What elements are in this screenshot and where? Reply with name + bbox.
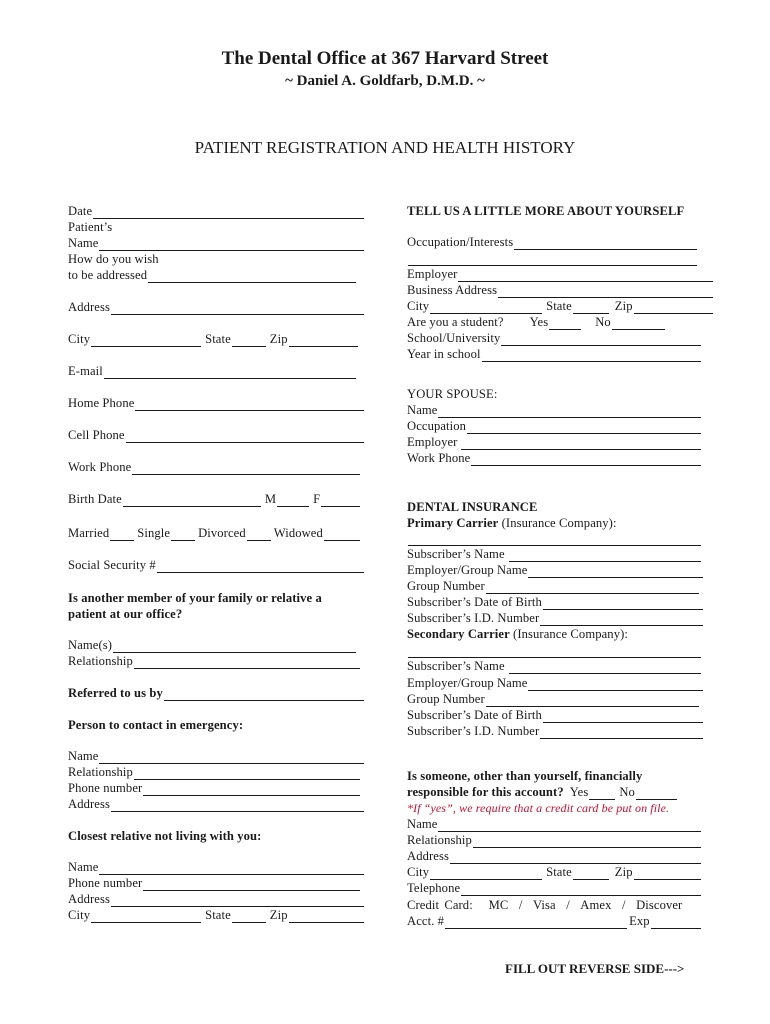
patient-name-line[interactable] xyxy=(99,239,364,251)
mc-option[interactable]: MC xyxy=(488,898,509,912)
date-field[interactable] xyxy=(68,203,364,219)
year-in-school-line[interactable] xyxy=(482,350,701,362)
spouse-work-phone-field[interactable] xyxy=(407,450,701,466)
address-line[interactable] xyxy=(111,303,364,315)
responsible-city-label: City xyxy=(407,865,430,879)
secondary-subscriber-name-field[interactable] xyxy=(407,658,701,674)
family-names-line[interactable] xyxy=(113,641,356,653)
emergency-address-label: Address xyxy=(68,797,110,811)
credit-card-options: Credit Card: MC / Visa / Amex / Discover xyxy=(407,898,683,912)
spouse-employer-field[interactable] xyxy=(407,434,701,450)
tell-us-heading: TELL US A LITTLE MORE ABOUT YOURSELF xyxy=(407,204,685,218)
wish-label: How do you wish xyxy=(68,252,159,266)
exp-line[interactable] xyxy=(651,917,701,929)
city-state-zip-field[interactable] xyxy=(68,331,358,347)
emergency-relationship-line[interactable] xyxy=(134,768,360,780)
employer-field[interactable] xyxy=(407,266,713,282)
relative-state-line[interactable] xyxy=(232,911,266,923)
female-line[interactable] xyxy=(321,495,360,507)
ssn-line[interactable] xyxy=(157,561,364,573)
primary-subscriber-id-line[interactable] xyxy=(540,614,703,626)
school-label: School/University xyxy=(407,331,501,345)
family-question-line1: Is another member of your family or relative a xyxy=(68,591,322,605)
secondary-group-number-label: Group Number xyxy=(407,692,485,706)
patient-name-field[interactable] xyxy=(68,235,364,251)
primary-subscriber-name-label: Subscriber’s Name xyxy=(407,547,505,561)
primary-insurance-company-label: (Insurance Company): xyxy=(501,516,617,530)
year-in-school-label: Year in school xyxy=(407,347,481,361)
employer-line[interactable] xyxy=(458,270,713,282)
responsible-relationship-line[interactable] xyxy=(473,836,701,848)
amex-option[interactable]: Amex xyxy=(580,898,612,912)
secondary-group-number-line[interactable] xyxy=(486,695,699,707)
emergency-name-line[interactable] xyxy=(99,752,364,764)
emergency-phone-label: Phone number xyxy=(68,781,143,795)
responsible-address-field[interactable] xyxy=(407,848,701,864)
account-number-label: Acct. # xyxy=(407,914,445,928)
student-yes-line[interactable] xyxy=(549,318,581,330)
primary-group-number-label: Group Number xyxy=(407,579,485,593)
relative-address-line[interactable] xyxy=(111,895,364,907)
single-line[interactable] xyxy=(171,529,195,541)
referred-line[interactable] xyxy=(164,689,364,701)
ssn-label: Social Security # xyxy=(68,558,156,572)
single-label: Single xyxy=(137,526,171,540)
primary-subscriber-id-field[interactable] xyxy=(407,610,703,626)
email-label: E-mail xyxy=(68,364,103,378)
email-field[interactable] xyxy=(68,363,356,379)
responsible-name-line[interactable] xyxy=(438,820,701,832)
primary-employer-group-line[interactable] xyxy=(528,566,703,578)
divorced-line[interactable] xyxy=(247,529,271,541)
cell-phone-field[interactable] xyxy=(68,427,364,443)
state-label: State xyxy=(205,332,231,346)
credit-card-label: Credit Card: xyxy=(407,898,473,912)
responsible-name-label: Name xyxy=(407,817,438,831)
patient-name-label: Name xyxy=(68,236,99,250)
financial-no-line[interactable] xyxy=(636,788,677,800)
emergency-name-field[interactable] xyxy=(68,748,364,764)
male-line[interactable] xyxy=(277,495,309,507)
student-label: Are you a student? xyxy=(407,315,504,329)
secondary-subscriber-name-label: Subscriber’s Name xyxy=(407,659,505,673)
referred-field[interactable] xyxy=(68,685,364,701)
responsible-state-label: State xyxy=(546,865,572,879)
family-names-field[interactable] xyxy=(68,637,356,653)
occupation-line[interactable] xyxy=(514,238,697,250)
spouse-occupation-label: Occupation xyxy=(407,419,467,433)
closest-relative-heading: Closest relative not living with you: xyxy=(68,829,262,843)
relative-city-state-zip-field[interactable] xyxy=(68,907,364,923)
spouse-name-field[interactable] xyxy=(407,402,701,418)
business-state-label: State xyxy=(546,299,572,313)
student-yes-label: Yes xyxy=(529,315,549,329)
financial-question-line2[interactable] xyxy=(407,784,677,800)
relative-city-line[interactable] xyxy=(91,911,201,923)
business-city-label: City xyxy=(407,299,430,313)
primary-subscriber-name-line[interactable] xyxy=(509,550,701,562)
business-address-field[interactable] xyxy=(407,282,713,298)
school-field[interactable] xyxy=(407,330,701,346)
business-address-line[interactable] xyxy=(498,286,713,298)
married-line[interactable] xyxy=(110,529,134,541)
student-no-label: No xyxy=(595,315,611,329)
financial-question-label: responsible for this account? xyxy=(407,785,564,799)
primary-employer-group-label: Employer/Group Name xyxy=(407,563,528,577)
spouse-name-label: Name xyxy=(407,403,438,417)
date-label: Date xyxy=(68,204,93,218)
birth-date-label: Birth Date xyxy=(68,492,122,506)
discover-option[interactable]: Discover xyxy=(636,898,683,912)
secondary-subscriber-dob-label: Subscriber’s Date of Birth xyxy=(407,708,542,722)
secondary-group-number-field[interactable] xyxy=(407,691,699,707)
primary-carrier-input-line[interactable] xyxy=(408,534,701,546)
work-phone-label: Work Phone xyxy=(68,460,132,474)
responsible-name-field[interactable] xyxy=(407,816,701,832)
financial-yes-line[interactable] xyxy=(589,788,615,800)
secondary-subscriber-dob-line[interactable] xyxy=(543,711,703,723)
responsible-telephone-field[interactable] xyxy=(407,880,701,896)
cell-phone-line[interactable] xyxy=(126,431,364,443)
responsible-zip-label: Zip xyxy=(614,865,633,879)
emergency-phone-line[interactable] xyxy=(143,784,360,796)
city-line[interactable] xyxy=(91,335,201,347)
state-line[interactable] xyxy=(232,335,266,347)
responsible-city-state-zip-field[interactable] xyxy=(407,864,701,880)
secondary-carrier-row xyxy=(407,626,707,642)
spouse-employer-label: Employer xyxy=(407,435,458,449)
account-number-field[interactable] xyxy=(407,913,701,929)
secondary-carrier-input-line[interactable] xyxy=(408,646,701,658)
relative-address-field[interactable] xyxy=(68,891,364,907)
spouse-occupation-line[interactable] xyxy=(467,422,701,434)
widowed-label: Widowed xyxy=(273,526,323,540)
student-field[interactable] xyxy=(407,314,665,330)
credit-card-note: *If “yes”, we require that a credit card be put on file. xyxy=(407,801,670,815)
primary-subscriber-dob-field[interactable] xyxy=(407,594,703,610)
primary-carrier-row xyxy=(407,515,707,531)
secondary-insurance-company-label: (Insurance Company): xyxy=(513,627,628,641)
relative-zip-label: Zip xyxy=(269,908,288,922)
home-phone-field[interactable] xyxy=(68,395,364,411)
divorced-label: Divorced xyxy=(198,526,246,540)
primary-carrier-label: Primary Carrier xyxy=(407,516,499,530)
emergency-relationship-field[interactable] xyxy=(68,764,360,780)
spouse-occupation-field[interactable] xyxy=(407,418,701,434)
primary-subscriber-name-field[interactable] xyxy=(407,546,701,562)
primary-group-number-field[interactable] xyxy=(407,578,699,594)
spouse-name-line[interactable] xyxy=(438,406,701,418)
reverse-side-note: FILL OUT REVERSE SIDE---> xyxy=(505,961,685,976)
responsible-city-line[interactable] xyxy=(430,868,542,880)
birth-date-field[interactable] xyxy=(68,491,360,507)
responsible-address-label: Address xyxy=(407,849,449,863)
secondary-employer-group-label: Employer/Group Name xyxy=(407,676,528,690)
business-zip-label: Zip xyxy=(614,299,633,313)
family-relationship-label: Relationship xyxy=(68,654,133,668)
referred-label: Referred to us by xyxy=(68,686,163,700)
employer-label: Employer xyxy=(407,267,458,281)
emergency-name-label: Name xyxy=(68,749,99,763)
emergency-heading: Person to contact in emergency: xyxy=(68,718,244,732)
occupation-label: Occupation/Interests xyxy=(407,235,514,249)
account-number-line[interactable] xyxy=(445,917,627,929)
primary-subscriber-dob-label: Subscriber’s Date of Birth xyxy=(407,595,542,609)
primary-carrier-line[interactable] xyxy=(407,530,701,546)
email-line[interactable] xyxy=(104,367,356,379)
responsible-relationship-label: Relationship xyxy=(407,833,472,847)
emergency-address-field[interactable] xyxy=(68,796,364,812)
zip-label: Zip xyxy=(269,332,288,346)
dental-insurance-heading: DENTAL INSURANCE xyxy=(407,500,538,514)
exp-label: Exp xyxy=(629,914,650,928)
home-phone-label: Home Phone xyxy=(68,396,135,410)
responsible-telephone-label: Telephone xyxy=(407,881,461,895)
date-line[interactable] xyxy=(93,207,364,219)
emergency-phone-field[interactable] xyxy=(68,780,360,796)
financial-no-label: No xyxy=(619,785,635,799)
secondary-subscriber-dob-field[interactable] xyxy=(407,707,703,723)
responsible-zip-line[interactable] xyxy=(634,868,701,880)
emergency-relationship-label: Relationship xyxy=(68,765,133,779)
ssn-field[interactable] xyxy=(68,557,364,573)
work-phone-line[interactable] xyxy=(132,463,360,475)
widowed-line[interactable] xyxy=(324,529,360,541)
form-title: PATIENT REGISTRATION AND HEALTH HISTORY xyxy=(194,138,576,157)
relative-phone-label: Phone number xyxy=(68,876,143,890)
financial-question-line1: Is someone, other than yourself, financially xyxy=(407,769,643,783)
student-no-line[interactable] xyxy=(612,318,665,330)
work-phone-field[interactable] xyxy=(68,459,360,475)
relative-zip-line[interactable] xyxy=(289,911,364,923)
spouse-employer-line[interactable] xyxy=(461,438,701,450)
family-names-label: Name(s) xyxy=(68,638,113,652)
business-city-state-zip-field[interactable] xyxy=(407,298,713,314)
school-line[interactable] xyxy=(501,334,701,346)
cell-phone-label: Cell Phone xyxy=(68,428,125,442)
home-phone-line[interactable] xyxy=(135,399,364,411)
zip-line[interactable] xyxy=(289,335,358,347)
city-label: City xyxy=(68,332,91,346)
relative-state-label: State xyxy=(205,908,231,922)
doctor-name: ~ Daniel A. Goldfarb, D.M.D. ~ xyxy=(285,73,485,89)
secondary-carrier-line[interactable] xyxy=(407,642,701,658)
relative-phone-line[interactable] xyxy=(143,879,360,891)
secondary-subscriber-id-line[interactable] xyxy=(540,727,703,739)
occupation-extra-line[interactable] xyxy=(408,254,697,266)
family-relationship-field[interactable] xyxy=(68,653,360,669)
business-city-line[interactable] xyxy=(430,302,542,314)
female-label: F xyxy=(313,492,321,506)
family-relationship-line[interactable] xyxy=(134,657,360,669)
financial-yes-label: Yes xyxy=(569,785,589,799)
relative-name-line[interactable] xyxy=(99,863,364,875)
responsible-state-line[interactable] xyxy=(573,868,609,880)
patients-label: Patient’s xyxy=(68,220,113,234)
birth-date-line[interactable] xyxy=(123,495,261,507)
primary-subscriber-dob-line[interactable] xyxy=(543,598,703,610)
primary-employer-group-field[interactable] xyxy=(407,562,703,578)
secondary-carrier-label: Secondary Carrier xyxy=(407,627,510,641)
secondary-employer-group-line[interactable] xyxy=(528,679,703,691)
male-label: M xyxy=(264,492,277,506)
primary-subscriber-id-label: Subscriber’s I.D. Number xyxy=(407,611,540,625)
marital-status-field[interactable] xyxy=(68,525,360,541)
address-field[interactable] xyxy=(68,299,364,315)
occupation-line-2[interactable] xyxy=(407,250,697,266)
office-title: The Dental Office at 367 Harvard Street xyxy=(221,48,549,69)
addressed-label: to be addressed xyxy=(68,268,148,282)
relative-city-label: City xyxy=(68,908,91,922)
responsible-relationship-field[interactable] xyxy=(407,832,701,848)
business-state-line[interactable] xyxy=(573,302,609,314)
married-label: Married xyxy=(68,526,110,540)
emergency-address-line[interactable] xyxy=(111,800,364,812)
secondary-subscriber-id-label: Subscriber’s I.D. Number xyxy=(407,724,540,738)
relative-name-label: Name xyxy=(68,860,99,874)
occupation-field[interactable] xyxy=(407,234,697,250)
relative-phone-field[interactable] xyxy=(68,875,360,891)
business-zip-line[interactable] xyxy=(634,302,713,314)
secondary-subscriber-name-line[interactable] xyxy=(509,662,701,674)
addressed-line[interactable] xyxy=(148,271,356,283)
responsible-address-line[interactable] xyxy=(450,852,701,864)
addressed-field[interactable] xyxy=(68,267,356,283)
family-question-line2: patient at our office? xyxy=(68,607,183,621)
secondary-subscriber-id-field[interactable] xyxy=(407,723,703,739)
business-address-label: Business Address xyxy=(407,283,498,297)
address-label: Address xyxy=(68,300,110,314)
primary-group-number-line[interactable] xyxy=(486,582,699,594)
spouse-work-phone-label: Work Phone xyxy=(407,451,471,465)
visa-option[interactable]: Visa xyxy=(532,898,556,912)
spouse-work-phone-line[interactable] xyxy=(471,454,701,466)
spouse-heading: YOUR SPOUSE: xyxy=(407,387,498,401)
relative-address-label: Address xyxy=(68,892,110,906)
secondary-employer-group-field[interactable] xyxy=(407,675,703,691)
year-in-school-field[interactable] xyxy=(407,346,701,362)
responsible-telephone-line[interactable] xyxy=(461,884,701,896)
relative-name-field[interactable] xyxy=(68,859,364,875)
